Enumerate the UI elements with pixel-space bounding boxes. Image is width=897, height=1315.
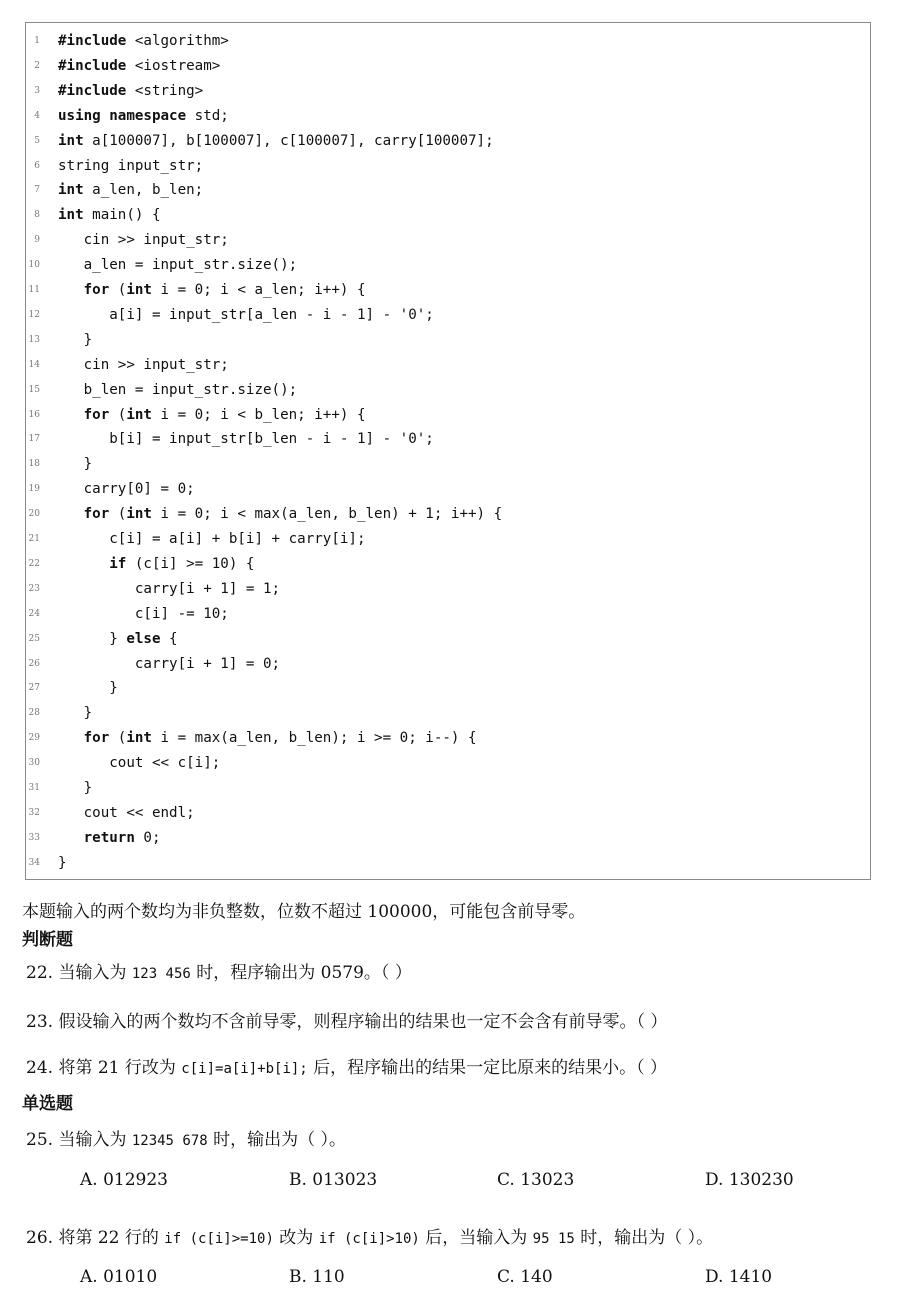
code-line: [26, 203, 870, 228]
line-number: 25: [28, 633, 40, 644]
code-text: }: [58, 780, 93, 796]
line-number: 18: [28, 459, 40, 470]
code-line: [26, 303, 870, 328]
code-line: [26, 253, 870, 278]
code-text: } else {: [58, 630, 178, 647]
line-number: 12: [28, 309, 40, 320]
code-text: a_len = input_str.size();: [58, 257, 298, 274]
code-line: [26, 278, 870, 303]
code-line: [26, 328, 870, 353]
line-number: 34: [28, 857, 40, 868]
code-line: [26, 403, 870, 428]
question-24-code: c[i]=a[i]+b[i];: [181, 1061, 308, 1077]
question-26-input: 95 15: [532, 1231, 575, 1247]
code-line: [26, 452, 870, 477]
code-line: [26, 776, 870, 801]
code-text: int main() {: [58, 207, 161, 224]
question-26-mid: 改为: [273, 1228, 319, 1248]
code-line: [26, 104, 870, 129]
question-22: [26, 958, 412, 983]
code-text: #include <algorithm>: [58, 33, 229, 49]
line-number: 33: [28, 832, 40, 843]
question-26-option-b[interactable]: B. 110: [289, 1267, 345, 1287]
code-text: c[i] = a[i] + b[i] + carry[i];: [58, 531, 366, 547]
code-line: [26, 79, 870, 104]
code-text: for (int i = 0; i < b_len; i++) {: [83, 406, 366, 423]
line-number: 10: [28, 260, 40, 271]
section-heading-true-false: 判断题: [22, 930, 73, 950]
question-25-option-d[interactable]: D. 130230: [705, 1170, 794, 1190]
question-22-post: 时，程序输出为 0579。（ ）: [190, 963, 412, 983]
code-text: c[i] -= 10;: [58, 605, 229, 622]
code-line: [26, 552, 870, 577]
question-25: [26, 1125, 346, 1150]
question-26-code-modified: if (c[i]>10): [318, 1231, 420, 1247]
code-line: [26, 154, 870, 179]
question-25-option-a[interactable]: A. 012923: [80, 1170, 168, 1190]
line-number: 14: [28, 359, 40, 370]
code-text: }: [58, 680, 118, 697]
line-number: 17: [28, 434, 40, 445]
question-24-post: 后，程序输出的结果一定比原来的结果小。（ ）: [307, 1058, 668, 1078]
question-25-option-c[interactable]: C. 13023: [497, 1170, 575, 1190]
line-number: 8: [34, 210, 40, 221]
problem-intro: 本题输入的两个数均为非负整数，位数不超过 100000，可能包含前导零。: [22, 902, 586, 922]
code-line: [26, 801, 870, 826]
code-line: [26, 178, 870, 203]
code-line: [26, 427, 870, 452]
code-line: [26, 627, 870, 652]
code-text: int a[100007], b[100007], c[100007], carry[100007];: [58, 132, 494, 149]
code-text: cin >> input_str;: [58, 232, 229, 249]
code-text: #include <iostream>: [58, 57, 221, 74]
code-text: cin >> input_str;: [58, 356, 229, 373]
question-22-input: 123 456: [131, 966, 191, 982]
code-text: for (int i = 0; i < a_len; i++) {: [83, 282, 366, 298]
line-number: 26: [28, 658, 40, 669]
code-line: [26, 826, 870, 851]
question-24: [26, 1053, 667, 1078]
line-number: 15: [28, 384, 40, 395]
code-text: using namespace std;: [58, 107, 229, 124]
question-26-option-c[interactable]: C. 140: [497, 1267, 553, 1287]
line-number: 19: [28, 484, 40, 495]
line-number: 24: [28, 608, 40, 619]
code-line: [26, 29, 870, 54]
line-number: 28: [28, 708, 40, 719]
code-listing: [25, 22, 871, 880]
question-25-option-b[interactable]: B. 013023: [289, 1170, 378, 1190]
question-26-pre: 26. 将第 22 行的: [26, 1228, 165, 1248]
question-26-post: 时，输出为（ ）。: [574, 1228, 714, 1248]
code-line: [26, 676, 870, 701]
code-line: [26, 477, 870, 502]
code-line: [26, 353, 870, 378]
code-text: carry[0] = 0;: [58, 481, 195, 498]
line-number: 3: [34, 85, 40, 96]
code-line: [26, 577, 870, 602]
code-line: [26, 527, 870, 552]
code-text: carry[i + 1] = 1;: [58, 580, 281, 597]
line-number: 11: [28, 285, 40, 295]
question-25-input: 12345 678: [131, 1133, 208, 1149]
code-text: b_len = input_str.size();: [58, 381, 298, 398]
question-26-option-d[interactable]: D. 1410: [705, 1267, 773, 1287]
code-line: [26, 751, 870, 776]
code-text: for (int i = 0; i < max(a_len, b_len) + 1; i++) {: [83, 506, 503, 523]
code-line: [26, 228, 870, 253]
code-line: [26, 129, 870, 154]
line-number: 6: [34, 160, 40, 171]
line-number: 23: [28, 583, 40, 594]
code-text: carry[i + 1] = 0;: [58, 655, 281, 672]
code-text: b[i] = input_str[b_len - i - 1] - '0';: [58, 431, 434, 448]
line-number: 4: [34, 110, 40, 121]
code-text: }: [58, 705, 93, 722]
line-number: 30: [28, 758, 40, 769]
code-text: a[i] = input_str[a_len - i - 1] - '0';: [58, 306, 434, 323]
line-number: 27: [28, 683, 40, 694]
code-text: cout << c[i];: [58, 755, 221, 772]
code-text: if (c[i] >= 10) {: [109, 555, 255, 572]
code-text: cout << endl;: [58, 804, 195, 821]
code-line: [26, 502, 870, 527]
line-number: 16: [28, 409, 40, 420]
line-number: 5: [34, 135, 40, 146]
code-text: #include <string>: [58, 82, 204, 99]
line-number: 13: [28, 334, 40, 345]
line-number: 1: [34, 36, 40, 46]
question-26-mid2: 后，当输入为: [419, 1228, 533, 1248]
question-26-code-original: if (c[i]>=10): [164, 1231, 274, 1247]
code-line: [26, 726, 870, 751]
line-number: 20: [28, 509, 40, 520]
code-text: for (int i = max(a_len, b_len); i >= 0; i--) {: [83, 730, 477, 747]
code-line: [26, 378, 870, 403]
line-number: 21: [28, 534, 40, 544]
code-text: string input_str;: [58, 157, 204, 174]
code-text: int a_len, b_len;: [58, 182, 204, 199]
section-heading-single-choice: 单选题: [22, 1094, 73, 1114]
code-line: [26, 701, 870, 726]
question-26-option-a[interactable]: A. 01010: [80, 1267, 158, 1287]
code-line: [26, 602, 870, 627]
question-25-pre: 25. 当输入为: [26, 1130, 132, 1150]
line-number: 9: [34, 235, 40, 246]
line-number: 29: [28, 733, 40, 744]
line-number: 32: [28, 807, 40, 818]
line-number: 7: [34, 185, 40, 196]
line-number: 22: [28, 558, 40, 569]
code-text: }: [58, 456, 93, 473]
code-text: return 0;: [83, 829, 161, 846]
question-25-post: 时，输出为（ ）。: [207, 1130, 347, 1150]
code-text: }: [58, 854, 67, 871]
line-number: 31: [28, 783, 40, 793]
question-26: [26, 1223, 713, 1248]
code-text: }: [58, 331, 93, 348]
question-22-pre: 22. 当输入为: [26, 963, 132, 983]
code-line: [26, 652, 870, 677]
question-24-pre: 24. 将第 21 行改为: [26, 1058, 182, 1078]
line-number: 2: [34, 60, 40, 71]
question-23: 23. 假设输入的两个数均不含前导零，则程序输出的结果也一定不会含有前导零。（ ）: [26, 1012, 668, 1032]
code-line: [26, 54, 870, 79]
code-line: [26, 851, 870, 876]
